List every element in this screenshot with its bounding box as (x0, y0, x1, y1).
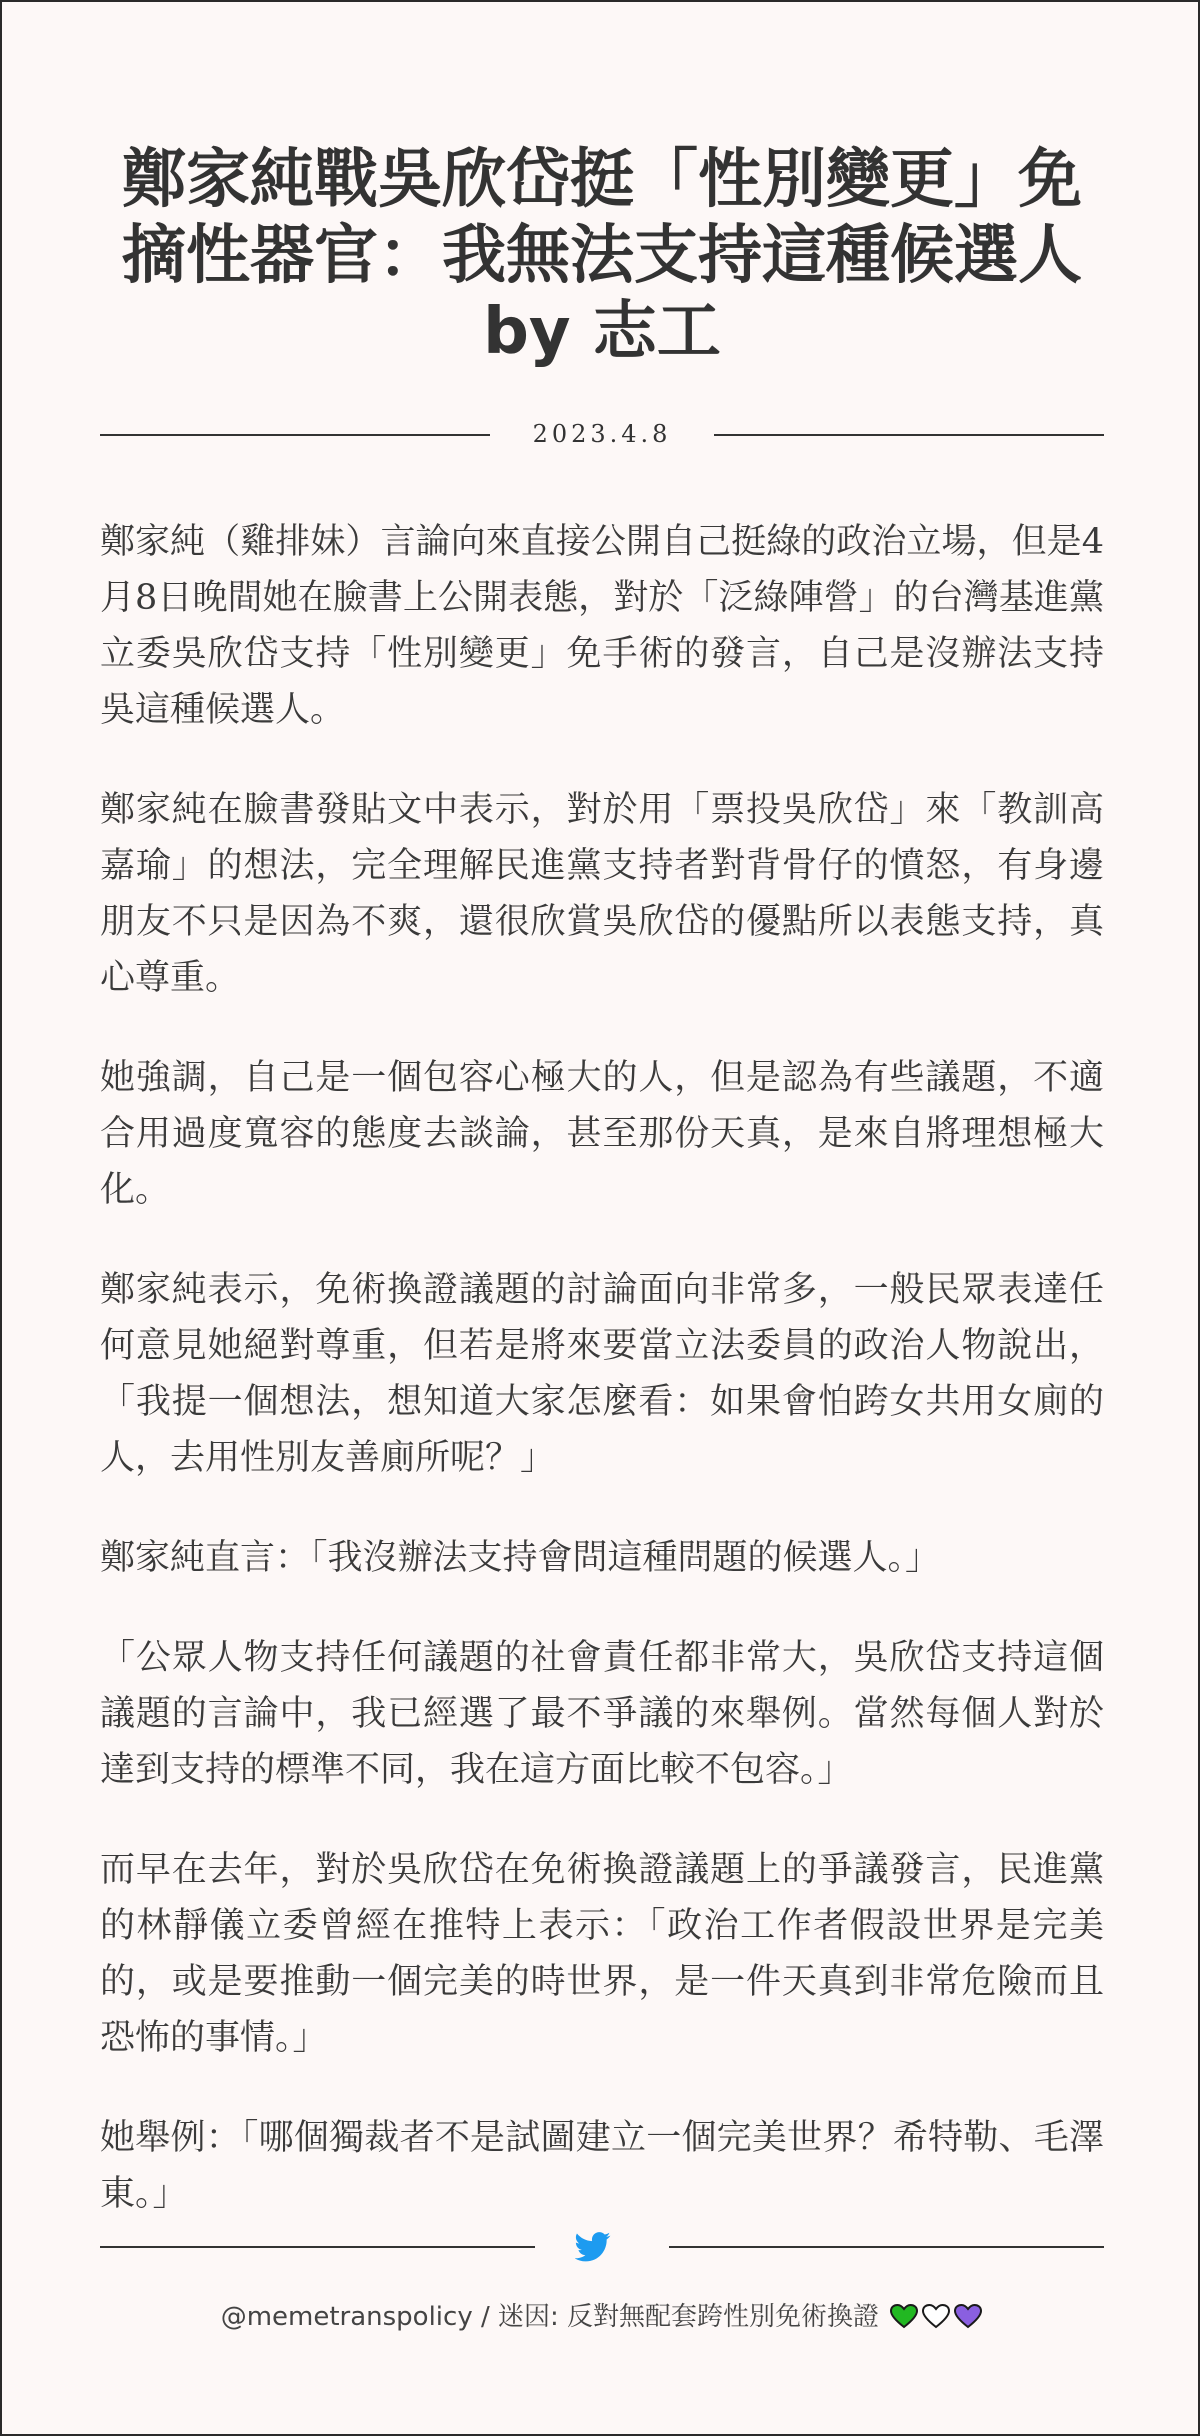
paragraph: 鄭家純表示，免術換證議題的討論面向非常多，一般民眾表達任何意見她絕對尊重，但若是將來要當立法委員的政治人物說出，「我提一個想法，想知道大家怎麼看：如果會怕跨女共用女廁的人，去用性別友善廁所呢？」 (100, 1270, 1104, 1478)
white-heart-icon (921, 2303, 951, 2329)
purple-heart-icon (953, 2303, 983, 2329)
article-title: 鄭家純戰吳欣岱挺「性別變更」免摘性器官：我無法支持這種候選人 by 志工 (122, 143, 1082, 369)
footer-handle: @memetranspolicy / 迷因: 反對無配套跨性別免術換證 (220, 2302, 880, 2332)
paragraph: 「公眾人物支持任何議題的社會責任都非常大，吳欣岱支持這個議題的言論中，我已經選了最不爭議的來舉例。當然每個人對於達到支持的標準不同，我在這方面比較不包容。」 (100, 1638, 1104, 1790)
paragraph: 鄭家純直言：「我沒辦法支持會問這種問題的候選人。」 (100, 1538, 941, 1578)
date-divider-left (100, 434, 490, 436)
footer-divider-right (669, 2246, 1104, 2248)
green-heart-icon (889, 2303, 919, 2329)
twitter-bird-icon[interactable] (575, 2232, 611, 2262)
footer-credit (2, 2296, 1200, 2333)
footer-divider-left (100, 2246, 535, 2248)
paragraph: 鄭家純（雞排妹）言論向來直接公開自己挺綠的政治立場，但是4月8日晚間她在臉書上公開表態，對於「泛綠陣營」的台灣基進黨立委吳欣岱支持「性別變更」免手術的發言，自己是沒辦法支持吳這種候選人。 (100, 522, 1104, 730)
paragraph: 她舉例：「哪個獨裁者不是試圖建立一個完美世界？希特勒、毛澤東。」 (100, 2118, 1104, 2214)
paragraph: 鄭家純在臉書發貼文中表示，對於用「票投吳欣岱」來「教訓高嘉瑜」的想法，完全理解民進黨支持者對背骨仔的憤怒，有身邊朋友不只是因為不爽，還很欣賞吳欣岱的優點所以表態支持，真心尊重。 (100, 790, 1104, 998)
paragraph: 而早在去年，對於吳欣岱在免術換證議題上的爭議發言，民進黨的林靜儀立委曾經在推特上表示：「政治工作者假設世界是完美的，或是要推動一個完美的時世界，是一件天真到非常危險而且恐怖的事情。」 (100, 1850, 1104, 2058)
article-body (100, 514, 1104, 2266)
date-divider-right (714, 434, 1104, 436)
paragraph: 她強調，自己是一個包容心極大的人，但是認為有些議題，不適合用過度寬容的態度去談論，甚至那份天真，是來自將理想極大化。 (100, 1058, 1104, 1210)
article-date: 2023.4.8 (532, 420, 672, 448)
